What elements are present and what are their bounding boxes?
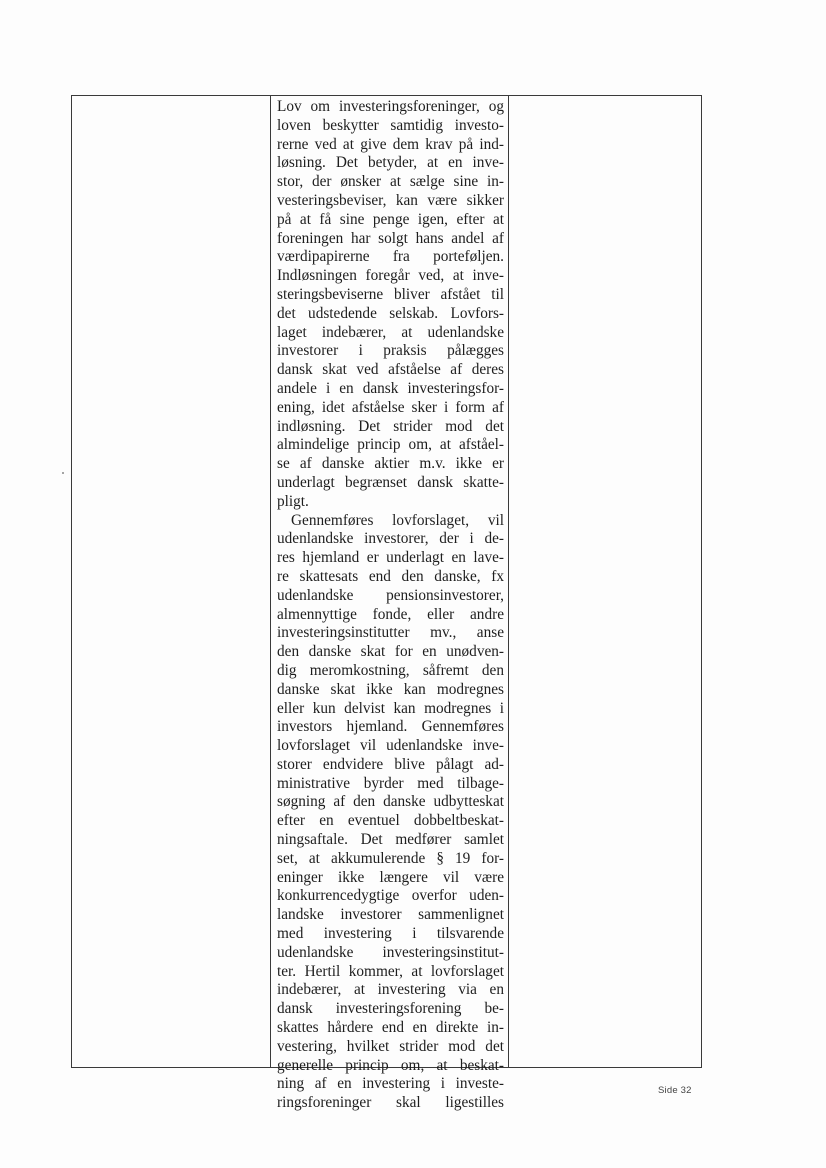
- text-line: investeringsinstitutter mv., anse: [277, 624, 504, 642]
- text-line: loven beskytter samtidig investo-: [277, 116, 504, 134]
- text-line: dig meromkostning, såfremt den: [277, 661, 504, 679]
- text-line: den danske skat for en unødven-: [277, 643, 504, 661]
- text-line: ningsaftale. Det medfører samlet: [277, 831, 504, 849]
- text-line: konkurrencedygtige overfor uden-: [277, 887, 504, 905]
- text-line: Gennemføres lovforslaget, vil: [291, 511, 504, 529]
- text-line: efter en eventuel dobbeltbeskat-: [277, 812, 504, 830]
- scan-speck: [62, 472, 64, 474]
- text-line: udenlandske pensionsinvestorer,: [277, 586, 504, 604]
- text-line: Indløsningen foregår ved, at inve-: [277, 267, 504, 285]
- comment-text: [277, 98, 504, 1113]
- text-line: pligt.: [277, 492, 309, 510]
- text-line: indebærer, at investering via en: [277, 981, 504, 999]
- table-column-comment: [271, 96, 509, 1112]
- text-line: generelle princip om, at beskat-: [277, 1056, 504, 1074]
- text-line: dansk investeringsforening be-: [277, 1000, 504, 1018]
- text-line: landske investorer sammenlignet: [277, 906, 504, 924]
- text-line: eninger ikke længere vil være: [277, 868, 504, 886]
- text-line: med investering i tilsvarende: [277, 925, 504, 943]
- text-line: ministrative byrder med tilbage-: [277, 774, 504, 792]
- text-line: på at få sine penge igen, efter at: [277, 210, 504, 228]
- text-line: vesteringsbeviser, kan være sikker: [277, 191, 504, 209]
- text-line: det udstedende selskab. Lovfors-: [277, 304, 504, 322]
- text-line: lovforslaget vil udenlandske inve-: [277, 737, 504, 755]
- text-line: værdipapirerne fra porteføljen.: [277, 248, 504, 266]
- text-line: res hjemland er underlagt en lave-: [277, 549, 504, 567]
- text-line: laget indebærer, at udenlandske: [277, 323, 504, 341]
- text-line: ning af en investering i investe-: [277, 1075, 504, 1093]
- text-line: investors hjemland. Gennemføres: [277, 718, 504, 736]
- text-line: skattes hårdere end en direkte in-: [277, 1019, 504, 1037]
- text-line: ringsforeninger skal ligestilles: [277, 1094, 504, 1112]
- text-line: re skattesats end den danske, fx: [277, 567, 504, 585]
- text-line: ening, idet afståelse sker i form af: [277, 398, 504, 416]
- table-column-left: [72, 96, 271, 1067]
- page-number: Side 32: [658, 1085, 692, 1096]
- text-line: investorer i praksis pålægges: [277, 342, 504, 360]
- text-line: eller kun delvist kan modregnes i: [277, 699, 504, 717]
- text-line: almindelige princip om, at afståel-: [277, 436, 504, 454]
- text-line: almennyttige fonde, eller andre: [277, 605, 504, 623]
- text-line: dansk skat ved afståelse af deres: [277, 361, 504, 379]
- text-line: indløsning. Det strider mod det: [277, 417, 504, 435]
- text-line: udenlandske investorer, der i de-: [277, 530, 504, 548]
- text-line: ter. Hertil kommer, at lovforslaget: [277, 962, 504, 980]
- text-line: andele i en dansk investeringsfor-: [277, 379, 504, 397]
- text-line: set, at akkumulerende § 19 for-: [277, 849, 504, 867]
- text-line: Lov om investeringsforeninger, og: [277, 98, 504, 115]
- text-line: udenlandske investeringsinstitut-: [277, 943, 504, 961]
- text-line: se af danske aktier m.v. ikke er: [277, 455, 504, 473]
- text-line: foreningen har solgt hans andel af: [277, 229, 504, 247]
- text-line: danske skat ikke kan modregnes: [277, 680, 504, 698]
- text-line: løsning. Det betyder, at en inve-: [277, 154, 504, 172]
- text-line: stor, der ønsker at sælge sine in-: [277, 173, 504, 191]
- text-line: steringsbeviserne bliver afstået til: [277, 285, 504, 303]
- text-line: rerne ved at give dem krav på ind-: [277, 135, 504, 153]
- table-column-right: [509, 96, 701, 1067]
- text-line: underlagt begrænset dansk skatte-: [277, 473, 504, 491]
- text-line: storer endvidere blive pålagt ad-: [277, 755, 504, 773]
- text-line: søgning af den danske udbytteskat: [277, 793, 504, 811]
- text-line: vestering, hvilket strider mod det: [277, 1037, 504, 1055]
